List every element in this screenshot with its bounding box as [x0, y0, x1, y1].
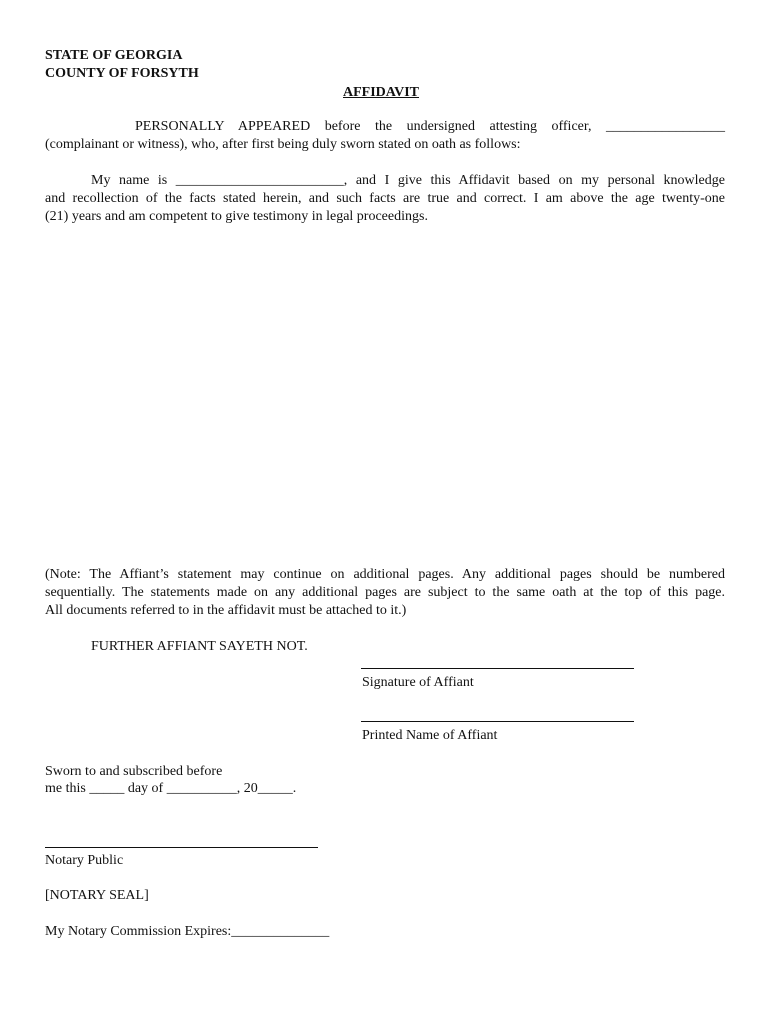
printed-name-line	[361, 721, 634, 722]
state-heading: STATE OF GEORGIA	[45, 48, 183, 63]
statement-line: (21) years and am competent to give testimony in legal proceedings.	[45, 209, 428, 224]
signature-label: Signature of Affiant	[362, 675, 474, 690]
notary-public-label: Notary Public	[45, 853, 124, 868]
intro-line: (complainant or witness), who, after first being duly sworn stated on oath as follows:	[45, 137, 521, 152]
notary-signature-line	[45, 847, 318, 848]
document-title: AFFIDAVIT	[343, 85, 419, 100]
note-line: (Note: The Affiant’s statement may continue on additional pages. Any additional pages should be numbered	[45, 567, 725, 582]
signature-line	[361, 668, 634, 669]
statement-line: and recollection of the facts stated herein, and such facts are true and correct. I am above the age twenty-one	[45, 191, 725, 206]
statement-line: My name is ________________________, and I give this Affidavit based on my personal knowledge	[91, 173, 725, 188]
note-paragraph	[45, 566, 725, 620]
intro-line: PERSONALLY APPEARED before the undersigned attesting officer, _________________	[135, 119, 725, 134]
printed-name-label: Printed Name of Affiant	[362, 728, 498, 743]
intro-paragraph	[45, 118, 725, 154]
sworn-date-line: me this _____ day of __________, 20_____.	[45, 781, 297, 796]
county-heading: COUNTY OF FORSYTH	[45, 66, 199, 81]
notary-seal-label: [NOTARY SEAL]	[45, 888, 149, 903]
commission-expires-label: My Notary Commission Expires:______________	[45, 924, 330, 939]
further-affiant-text: FURTHER AFFIANT SAYETH NOT.	[91, 639, 308, 654]
note-line: All documents referred to in the affidavit must be attached to it.)	[45, 603, 407, 618]
statement-paragraph	[45, 172, 725, 226]
sworn-line: Sworn to and subscribed before	[45, 764, 223, 779]
note-line: sequentially. The statements made on any additional pages are subject to the same oath at the top of this page.	[45, 585, 725, 600]
